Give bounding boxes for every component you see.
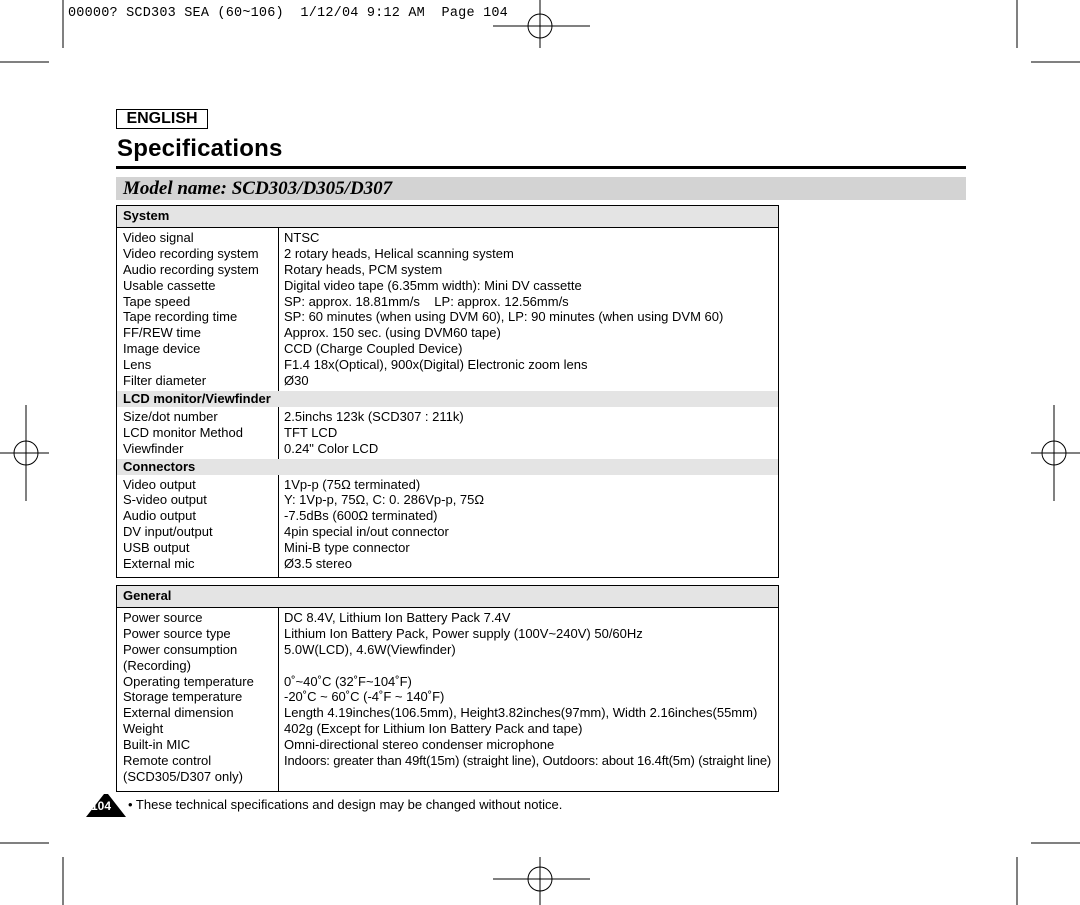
lcd-subheader <box>117 391 778 407</box>
spec-label: LCD monitor Method <box>123 424 243 440</box>
spec-value: Ø3.5 stereo <box>284 556 352 572</box>
spec-row <box>117 556 778 572</box>
spec-label: Storage temperature <box>123 689 243 705</box>
spec-label: (Recording) <box>123 657 191 673</box>
spec-value: 0.24" Color LCD <box>284 440 379 456</box>
spec-value: 0˚~40˚C (32˚F~104˚F) <box>284 673 412 689</box>
spec-value: -7.5dBs (600Ω terminated) <box>284 508 438 524</box>
spec-label: Usable cassette <box>123 277 216 293</box>
spec-value: 5.0W(LCD), 4.6W(Viewfinder) <box>284 641 456 657</box>
connectors-subheader-label: Connectors <box>123 458 196 474</box>
spec-row <box>117 492 778 508</box>
language-badge: ENGLISH <box>116 109 208 129</box>
spec-value: 402g (Except for Lithium Ion Battery Pack and tape) <box>284 721 583 737</box>
spec-value: Rotary heads, PCM system <box>284 261 443 277</box>
spec-label: Filter diameter <box>123 373 207 389</box>
registration-mark-right <box>1031 405 1080 501</box>
model-name-band <box>116 177 966 200</box>
spec-row <box>117 674 778 690</box>
spec-row <box>117 658 778 674</box>
spec-value: Indoors: greater than 49ft(15m) (straight line), Outdoors: about 16.4ft(5m) (straight line) <box>284 753 772 769</box>
spec-label: Lens <box>123 357 152 373</box>
spec-value: F1.4 18x(Optical), 900x(Digital) Electronic zoom lens <box>284 357 588 373</box>
footnote: • These technical specifications and design may be changed without notice. <box>128 797 563 812</box>
spec-label: Video output <box>123 476 196 492</box>
spec-row <box>117 705 778 721</box>
general-header: General <box>117 586 778 608</box>
spec-value: TFT LCD <box>284 424 338 440</box>
page-number: 104 <box>91 799 112 813</box>
spec-label: Operating temperature <box>123 673 254 689</box>
spec-label: Viewfinder <box>123 440 184 456</box>
spec-value: 2 rotary heads, Helical scanning system <box>284 245 514 261</box>
spec-label: Size/dot number <box>123 408 218 424</box>
spec-value: NTSC <box>284 230 320 245</box>
spec-row <box>117 477 778 493</box>
spec-value: CCD (Charge Coupled Device) <box>284 341 463 357</box>
spec-label: FF/REW time <box>123 325 201 341</box>
spec-row <box>117 325 778 341</box>
spec-label: External mic <box>123 556 195 572</box>
spec-label: Built-in MIC <box>123 737 191 753</box>
spec-value: 1Vp-p (75Ω terminated) <box>284 476 421 492</box>
spec-row <box>117 409 778 425</box>
spec-row <box>117 524 778 540</box>
spec-row <box>117 610 778 626</box>
spec-value: Digital video tape (6.35mm width): Mini DV cassette <box>284 277 582 293</box>
spec-value: 2.5inchs 123k (SCD307 : 211k) <box>284 408 464 424</box>
registration-mark-bottom <box>493 857 590 905</box>
connectors-subheader <box>117 459 778 475</box>
page-title: Specifications <box>117 135 283 162</box>
spec-value: SP: 60 minutes (when using DVM 60), LP: 90 minutes (when using DVM 60) <box>284 309 724 325</box>
spec-value: Omni-directional stereo condenser microphone <box>284 737 555 753</box>
spec-label: Power consumption <box>123 641 238 657</box>
spec-label: DV input/output <box>123 524 213 540</box>
spec-label: Image device <box>123 341 201 357</box>
spec-label: Weight <box>123 721 164 737</box>
spec-value: Y: 1Vp-p, 75Ω, C: 0. 286Vp-p, 75Ω <box>284 492 485 508</box>
spec-label: Power source <box>123 610 203 625</box>
general-spec-table <box>116 585 779 792</box>
spec-value: Ø30 <box>284 373 309 389</box>
spec-row <box>117 769 778 785</box>
spec-value: DC 8.4V, Lithium Ion Battery Pack 7.4V <box>284 610 511 625</box>
spec-label: Power source type <box>123 625 231 641</box>
spec-row <box>117 441 778 457</box>
spec-label: External dimension <box>123 705 234 721</box>
model-name: Model name: SCD303/D305/D307 <box>123 178 393 199</box>
spec-row <box>117 373 778 389</box>
spec-row <box>117 689 778 705</box>
spec-label: Video signal <box>123 230 194 245</box>
spec-row <box>117 246 778 262</box>
spec-row <box>117 642 778 658</box>
system-spec-table <box>116 205 779 578</box>
spec-label: USB output <box>123 540 190 556</box>
spec-row <box>117 294 778 310</box>
spec-label: Video recording system <box>123 245 259 261</box>
spec-row <box>117 425 778 441</box>
spec-value: Lithium Ion Battery Pack, Power supply (100V~240V) 50/60Hz <box>284 625 643 641</box>
registration-mark-left <box>0 405 49 501</box>
spec-label: Tape speed <box>123 293 191 309</box>
spec-label: Remote control <box>123 753 212 769</box>
spec-value: Length 4.19inches(106.5mm), Height3.82inches(97mm), Width 2.16inches(55mm) <box>284 705 758 721</box>
spec-row <box>117 278 778 294</box>
print-header: 00000? SCD303 SEA (60~106) 1/12/04 9:12 AM Page 104 <box>68 6 508 21</box>
spec-value: 4pin special in/out connector <box>284 524 449 540</box>
spec-row <box>117 540 778 556</box>
spec-row <box>117 626 778 642</box>
system-header: System <box>117 206 778 228</box>
spec-label: Audio output <box>123 508 197 524</box>
spec-row <box>117 341 778 357</box>
lcd-subheader-label: LCD monitor/Viewfinder <box>123 390 271 406</box>
spec-row <box>117 309 778 325</box>
spec-row <box>117 737 778 753</box>
spec-row <box>117 508 778 524</box>
spec-value: Approx. 150 sec. (using DVM60 tape) <box>284 325 501 341</box>
spec-row <box>117 230 778 246</box>
spec-value: Mini-B type connector <box>284 540 410 556</box>
spec-row <box>117 721 778 737</box>
spec-label: (SCD305/D307 only) <box>123 768 243 784</box>
spec-label: S-video output <box>123 492 207 508</box>
spec-row <box>117 753 778 769</box>
spec-value: SP: approx. 18.81mm/s LP: approx. 12.56mm/s <box>284 293 569 309</box>
spec-label: Tape recording time <box>123 309 238 325</box>
spec-value: -20˚C ~ 60˚C (-4˚F ~ 140˚F) <box>284 689 445 705</box>
spec-row <box>117 357 778 373</box>
title-rule <box>116 166 966 169</box>
spec-row <box>117 262 778 278</box>
spec-label: Audio recording system <box>123 261 259 277</box>
